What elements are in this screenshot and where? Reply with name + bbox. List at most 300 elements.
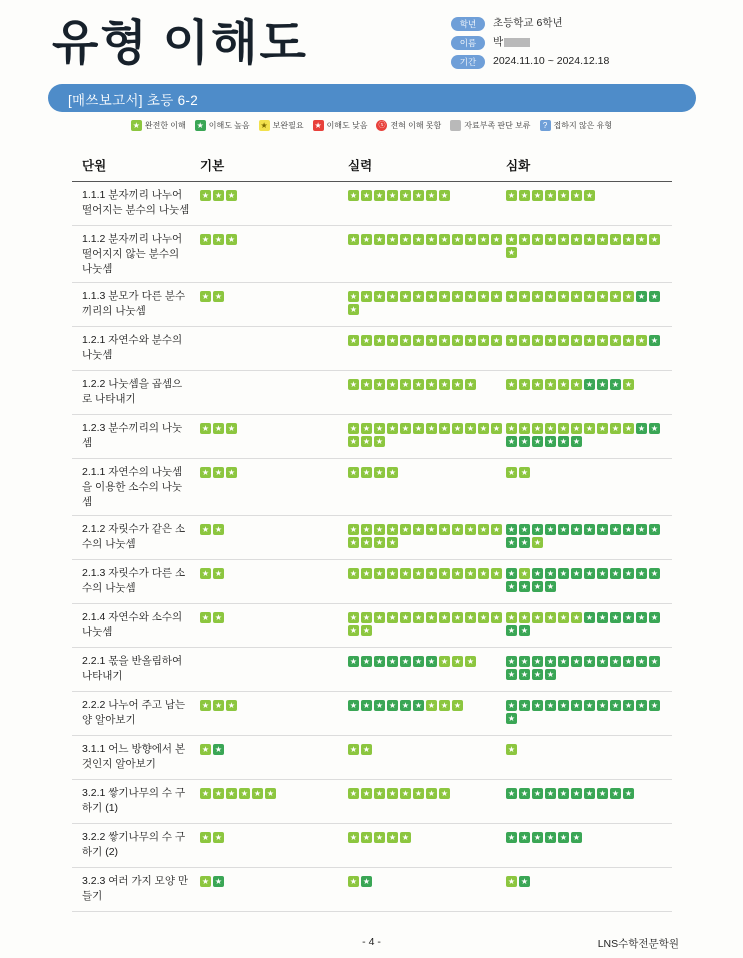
unit-label: 1.2.2 나눗셈을 곱셈으로 나타내기 [82, 378, 183, 405]
mark-perfect-icon: ★ [388, 833, 397, 842]
mark-perfect-icon: ★ [453, 657, 462, 666]
mark-perfect-icon: ★ [227, 789, 236, 798]
mark-ok-icon: ★ [585, 701, 594, 710]
report-header [0, 0, 743, 86]
mark-perfect-icon: ★ [362, 613, 371, 622]
mark-perfect-icon: ★ [440, 701, 449, 710]
mark-ok-icon: ★ [414, 657, 423, 666]
mark-ok-icon: ★ [214, 877, 223, 886]
mark-perfect-icon: ★ [201, 235, 210, 244]
mark-perfect-icon: ★ [201, 424, 210, 433]
unit-label: 2.1.2 자릿수가 같은 소수의 나눗셈 [82, 523, 186, 550]
meta-key-grade: 학년 [451, 17, 485, 31]
mark-ok-icon: ★ [362, 701, 371, 710]
mark-perfect-icon: ★ [427, 235, 436, 244]
marks-cell-skill [344, 522, 502, 554]
mark-ok-icon: ★ [611, 380, 620, 389]
mark-perfect-icon: ★ [401, 789, 410, 798]
mark-perfect-icon: ★ [214, 468, 223, 477]
mark-ok-icon: ★ [585, 789, 594, 798]
mark-perfect-icon: ★ [507, 745, 516, 754]
mark-perfect-icon: ★ [479, 292, 488, 301]
mark-perfect-icon: ★ [507, 613, 516, 622]
mark-perfect-icon: ★ [414, 292, 423, 301]
mark-perfect-icon: ★ [440, 657, 449, 666]
mark-perfect-icon: ★ [375, 468, 384, 477]
mark-ok-icon: ★ [598, 613, 607, 622]
mark-perfect-icon: ★ [401, 569, 410, 578]
mark-perfect-icon: ★ [362, 191, 371, 200]
mark-perfect-icon: ★ [427, 336, 436, 345]
mark-perfect-icon: ★ [349, 336, 358, 345]
mark-ok-icon: ★ [362, 657, 371, 666]
mark-ok-icon: ★ [650, 701, 659, 710]
brand-name: LNS수학전문학원 [597, 938, 679, 950]
mark-perfect-icon: ★ [362, 833, 371, 842]
mark-perfect-icon: ★ [349, 468, 358, 477]
unit-label: 1.2.1 자연수와 분수의 나눗셈 [82, 334, 183, 361]
mark-perfect-icon: ★ [572, 235, 581, 244]
mark-perfect-icon: ★ [427, 380, 436, 389]
mark-perfect-icon: ★ [507, 292, 516, 301]
marks-cell-basic [196, 377, 344, 409]
mark-perfect-icon: ★ [572, 336, 581, 345]
mark-ok-icon: ★ [637, 525, 646, 534]
mark-ok-icon: ★ [427, 657, 436, 666]
mark-perfect-icon: ★ [598, 424, 607, 433]
mark-perfect-icon: ★ [533, 380, 542, 389]
mark-perfect-icon: ★ [559, 336, 568, 345]
mark-perfect-icon: ★ [375, 380, 384, 389]
unit-label: 3.2.2 쌓기나무의 수 구하기 (2) [82, 831, 186, 858]
mark-perfect-icon: ★ [427, 701, 436, 710]
mark-perfect-icon: ★ [201, 613, 210, 622]
mark-ok-icon: ★ [585, 380, 594, 389]
mark-perfect-icon: ★ [362, 525, 371, 534]
mark-ok-icon: ★ [611, 657, 620, 666]
marks-cell-skill [344, 188, 502, 220]
marks-cell-deep [502, 232, 672, 277]
mark-perfect-icon: ★ [349, 437, 358, 446]
mark-perfect-icon: ★ [624, 424, 633, 433]
mark-ok-icon: ★ [546, 833, 555, 842]
mark-ok-icon: ★ [637, 657, 646, 666]
unit-label: 2.1.4 자연수와 소수의 나눗셈 [82, 611, 183, 638]
mark-perfect-icon: ★ [349, 745, 358, 754]
mark-perfect-icon: ★ [546, 191, 555, 200]
mark-perfect-icon: ★ [388, 292, 397, 301]
mark-ok-icon: ★ [624, 701, 633, 710]
table-row [72, 648, 672, 692]
mark-perfect-icon: ★ [375, 789, 384, 798]
mark-perfect-icon: ★ [533, 538, 542, 547]
mark-perfect-icon: ★ [227, 468, 236, 477]
mark-perfect-icon: ★ [401, 380, 410, 389]
mark-perfect-icon: ★ [466, 292, 475, 301]
mark-perfect-icon: ★ [201, 701, 210, 710]
mark-ok-icon: ★ [598, 701, 607, 710]
mark-perfect-icon: ★ [427, 613, 436, 622]
marks-cell-basic [196, 232, 344, 277]
mark-perfect-icon: ★ [507, 424, 516, 433]
mark-perfect-icon: ★ [388, 613, 397, 622]
marks-cell-skill [344, 610, 502, 642]
mark-perfect-icon: ★ [585, 292, 594, 301]
mark-perfect-icon: ★ [349, 877, 358, 886]
mark-perfect-icon: ★ [533, 292, 542, 301]
unit-label: 1.1.3 분모가 다른 분수끼리의 나눗셈 [82, 290, 186, 317]
mark-perfect-icon: ★ [388, 424, 397, 433]
mark-ok-icon: ★ [533, 833, 542, 842]
marks-cell-deep [502, 333, 672, 365]
mark-perfect-icon: ★ [375, 336, 384, 345]
mark-perfect-icon: ★ [401, 191, 410, 200]
mark-ok-icon: ★ [637, 569, 646, 578]
marks-cell-skill [344, 421, 502, 453]
mark-ok-icon: ★ [349, 657, 358, 666]
mark-ok-icon: ★ [598, 657, 607, 666]
mark-ok-icon: ★ [585, 657, 594, 666]
mark-perfect-icon: ★ [414, 336, 423, 345]
mark-perfect-icon: ★ [414, 789, 423, 798]
mark-perfect-icon: ★ [453, 525, 462, 534]
column-header-unit: 단원 [82, 158, 107, 173]
mark-perfect-icon: ★ [546, 292, 555, 301]
meta-row-grade [451, 14, 681, 33]
mark-ok-icon: ★ [214, 745, 223, 754]
mark-ok-icon: ★ [585, 569, 594, 578]
mark-perfect-icon: ★ [453, 292, 462, 301]
mark-ok-icon: ★ [650, 336, 659, 345]
mark-ok-icon: ★ [546, 657, 555, 666]
mark-ok-icon: ★ [650, 292, 659, 301]
mark-ok-icon: ★ [533, 582, 542, 591]
mark-perfect-icon: ★ [559, 235, 568, 244]
mark-perfect-icon: ★ [362, 437, 371, 446]
mark-ok-icon: ★ [401, 657, 410, 666]
mark-ok-icon: ★ [507, 569, 516, 578]
mark-ok-icon: ★ [572, 833, 581, 842]
mark-ok-icon: ★ [650, 657, 659, 666]
marks-cell-skill [344, 874, 502, 906]
mark-perfect-icon: ★ [388, 380, 397, 389]
mark-perfect-icon: ★ [453, 613, 462, 622]
mark-perfect-icon: ★ [349, 569, 358, 578]
mark-perfect-icon: ★ [349, 525, 358, 534]
marks-cell-deep [502, 698, 672, 730]
mark-perfect-icon: ★ [362, 789, 371, 798]
mark-ok-icon: ★ [546, 525, 555, 534]
mark-perfect-icon: ★ [375, 525, 384, 534]
mark-perfect-icon: ★ [520, 191, 529, 200]
mark-perfect-icon: ★ [520, 569, 529, 578]
marks-cell-skill [344, 289, 502, 321]
legend-label: 보완필요 [272, 121, 304, 130]
mark-perfect-icon: ★ [559, 292, 568, 301]
mark-ok-icon: ★ [572, 657, 581, 666]
mark-ok-icon: ★ [533, 701, 542, 710]
mark-perfect-icon: ★ [520, 424, 529, 433]
mark-perfect-icon: ★ [492, 336, 501, 345]
mark-perfect-icon: ★ [201, 789, 210, 798]
mark-ok-icon: ★ [507, 538, 516, 547]
mark-perfect-icon: ★ [492, 613, 501, 622]
marks-cell-basic [196, 566, 344, 598]
mark-ok-icon: ★ [533, 437, 542, 446]
mark-perfect-icon: ★ [214, 613, 223, 622]
mark-perfect-icon: ★ [466, 235, 475, 244]
mark-perfect-icon: ★ [624, 336, 633, 345]
marks-cell-deep [502, 188, 672, 220]
mark-perfect-icon: ★ [559, 613, 568, 622]
mark-perfect-icon: ★ [492, 424, 501, 433]
unit-label: 3.1.1 어느 방향에서 본 것인지 알아보기 [82, 743, 186, 770]
mark-perfect-icon: ★ [440, 613, 449, 622]
mark-perfect-icon: ★ [362, 235, 371, 244]
mark-perfect-icon: ★ [546, 235, 555, 244]
mark-ok-icon: ★ [520, 670, 529, 679]
mark-perfect-icon: ★ [349, 626, 358, 635]
mark-perfect-icon: ★ [414, 569, 423, 578]
column-header-skill: 실력 [348, 158, 373, 173]
mark-perfect-icon: ★ [349, 613, 358, 622]
marks-cell-skill [344, 465, 502, 510]
mark-perfect-icon: ★ [349, 292, 358, 301]
mark-perfect-icon: ★ [520, 613, 529, 622]
mark-perfect-icon: ★ [388, 235, 397, 244]
mark-ok-icon: ★ [533, 657, 542, 666]
mark-perfect-icon: ★ [520, 292, 529, 301]
mark-ok-icon: ★ [388, 701, 397, 710]
marks-cell-basic [196, 654, 344, 686]
mark-ok-icon: ★ [533, 569, 542, 578]
table-row [72, 459, 672, 516]
marks-cell-skill [344, 830, 502, 862]
mark-perfect-icon: ★ [401, 525, 410, 534]
mark-perfect-icon: ★ [388, 468, 397, 477]
legend-swatch-ok-icon: ★ [196, 121, 204, 130]
mark-ok-icon: ★ [362, 877, 371, 886]
mark-perfect-icon: ★ [253, 789, 262, 798]
mark-perfect-icon: ★ [349, 538, 358, 547]
marks-cell-skill [344, 654, 502, 686]
mark-perfect-icon: ★ [349, 305, 358, 314]
column-header-deep: 심화 [506, 158, 531, 173]
unit-label: 2.1.1 자연수의 나눗셈을 이용한 소수의 나눗셈 [82, 466, 183, 508]
mark-ok-icon: ★ [349, 701, 358, 710]
marks-cell-skill [344, 698, 502, 730]
mark-perfect-icon: ★ [507, 336, 516, 345]
mark-perfect-icon: ★ [624, 235, 633, 244]
mark-ok-icon: ★ [598, 789, 607, 798]
table-row [72, 226, 672, 283]
meta-value-name: 박 [493, 33, 530, 52]
mark-perfect-icon: ★ [414, 424, 423, 433]
mark-ok-icon: ★ [637, 292, 646, 301]
mark-perfect-icon: ★ [650, 235, 659, 244]
banner-label: [매쓰보고서] 초등 6-2 [68, 93, 199, 108]
mark-perfect-icon: ★ [611, 424, 620, 433]
table-row [72, 516, 672, 560]
legend-swatch-unsolved-icon: ? [540, 120, 551, 131]
mark-perfect-icon: ★ [414, 191, 423, 200]
meta-value-grade: 초등학교 6학년 [493, 17, 563, 29]
unit-label: 3.2.3 여러 가지 모양 만들기 [82, 875, 189, 902]
mark-perfect-icon: ★ [375, 569, 384, 578]
mark-perfect-icon: ★ [401, 613, 410, 622]
mark-perfect-icon: ★ [611, 292, 620, 301]
mark-perfect-icon: ★ [414, 380, 423, 389]
mark-perfect-icon: ★ [388, 336, 397, 345]
table-row [72, 415, 672, 459]
mark-perfect-icon: ★ [214, 569, 223, 578]
page-number: - 4 - [362, 936, 381, 948]
marks-cell-deep [502, 377, 672, 409]
mark-ok-icon: ★ [546, 437, 555, 446]
table-row [72, 604, 672, 648]
mark-ok-icon: ★ [546, 670, 555, 679]
mark-perfect-icon: ★ [362, 745, 371, 754]
legend-swatch-wrong-icon: ⓧ [378, 122, 386, 129]
marks-cell-deep [502, 654, 672, 686]
mark-perfect-icon: ★ [388, 789, 397, 798]
mark-ok-icon: ★ [624, 613, 633, 622]
mark-ok-icon: ★ [650, 569, 659, 578]
mark-ok-icon: ★ [507, 833, 516, 842]
mark-perfect-icon: ★ [227, 235, 236, 244]
mark-perfect-icon: ★ [507, 248, 516, 257]
mark-ok-icon: ★ [507, 789, 516, 798]
mark-perfect-icon: ★ [453, 336, 462, 345]
mark-ok-icon: ★ [520, 657, 529, 666]
marks-cell-deep [502, 289, 672, 321]
mark-perfect-icon: ★ [637, 336, 646, 345]
mark-ok-icon: ★ [650, 613, 659, 622]
unit-label: 2.2.2 나누어 주고 남는 양 알아보기 [82, 699, 186, 726]
mark-ok-icon: ★ [559, 569, 568, 578]
marks-cell-basic [196, 698, 344, 730]
mark-perfect-icon: ★ [349, 424, 358, 433]
mark-ok-icon: ★ [546, 569, 555, 578]
mark-ok-icon: ★ [533, 525, 542, 534]
mark-ok-icon: ★ [520, 437, 529, 446]
mark-perfect-icon: ★ [427, 191, 436, 200]
mark-perfect-icon: ★ [440, 525, 449, 534]
mark-perfect-icon: ★ [520, 380, 529, 389]
mark-perfect-icon: ★ [214, 235, 223, 244]
mark-perfect-icon: ★ [453, 569, 462, 578]
mark-perfect-icon: ★ [414, 613, 423, 622]
mark-perfect-icon: ★ [362, 424, 371, 433]
marks-cell-deep [502, 421, 672, 453]
mark-ok-icon: ★ [624, 789, 633, 798]
mark-perfect-icon: ★ [479, 336, 488, 345]
mark-ok-icon: ★ [624, 569, 633, 578]
mark-ok-icon: ★ [507, 701, 516, 710]
mark-ok-icon: ★ [637, 424, 646, 433]
mark-ok-icon: ★ [507, 714, 516, 723]
mark-perfect-icon: ★ [546, 336, 555, 345]
legend-swatch-supp-icon: ★ [260, 121, 268, 130]
mark-perfect-icon: ★ [201, 745, 210, 754]
mark-ok-icon: ★ [546, 582, 555, 591]
mark-perfect-icon: ★ [585, 424, 594, 433]
mark-perfect-icon: ★ [201, 525, 210, 534]
mark-ok-icon: ★ [572, 569, 581, 578]
mark-perfect-icon: ★ [227, 424, 236, 433]
mark-ok-icon: ★ [414, 701, 423, 710]
mark-perfect-icon: ★ [375, 437, 384, 446]
mark-ok-icon: ★ [520, 877, 529, 886]
mark-perfect-icon: ★ [375, 235, 384, 244]
mark-ok-icon: ★ [559, 789, 568, 798]
legend-label: 이해도 높음 [208, 121, 250, 130]
mark-perfect-icon: ★ [388, 538, 397, 547]
mark-perfect-icon: ★ [201, 191, 210, 200]
table-header-row [72, 148, 672, 182]
unit-label: 2.2.1 몫을 반올림하여 나타내기 [82, 655, 183, 682]
mark-perfect-icon: ★ [240, 789, 249, 798]
legend-label: 완전한 이해 [144, 121, 186, 130]
mark-perfect-icon: ★ [507, 191, 516, 200]
mark-ok-icon: ★ [507, 670, 516, 679]
mark-ok-icon: ★ [598, 569, 607, 578]
mark-perfect-icon: ★ [572, 424, 581, 433]
mark-perfect-icon: ★ [585, 191, 594, 200]
mark-perfect-icon: ★ [349, 789, 358, 798]
student-meta [451, 14, 681, 71]
mark-ok-icon: ★ [572, 789, 581, 798]
mark-ok-icon: ★ [546, 789, 555, 798]
marks-cell-skill [344, 333, 502, 365]
mark-perfect-icon: ★ [611, 336, 620, 345]
mark-ok-icon: ★ [520, 701, 529, 710]
legend-swatch-bad-icon: ★ [314, 121, 322, 130]
mark-ok-icon: ★ [559, 657, 568, 666]
table-row [72, 182, 672, 226]
mark-perfect-icon: ★ [559, 191, 568, 200]
legend-label: 이해도 낮음 [326, 121, 368, 130]
mark-ok-icon: ★ [572, 525, 581, 534]
unit-label: 3.2.1 쌓기나무의 수 구하기 (1) [82, 787, 186, 814]
mark-perfect-icon: ★ [201, 877, 210, 886]
unit-label: 1.1.2 분자끼리 나누어떨어지지 않는 분수의 나눗셈 [82, 233, 183, 275]
mark-ok-icon: ★ [637, 701, 646, 710]
mark-perfect-icon: ★ [533, 191, 542, 200]
mark-ok-icon: ★ [559, 525, 568, 534]
mark-perfect-icon: ★ [624, 292, 633, 301]
mark-perfect-icon: ★ [440, 235, 449, 244]
page-title: 유형 이해도 [52, 17, 308, 70]
marks-cell-skill [344, 742, 502, 774]
mark-ok-icon: ★ [585, 525, 594, 534]
mark-perfect-icon: ★ [362, 569, 371, 578]
unit-label: 2.1.3 자릿수가 다른 소수의 나눗셈 [82, 567, 186, 594]
mark-perfect-icon: ★ [201, 569, 210, 578]
mark-perfect-icon: ★ [559, 424, 568, 433]
mark-perfect-icon: ★ [572, 380, 581, 389]
mark-perfect-icon: ★ [401, 424, 410, 433]
legend-item [131, 120, 186, 131]
mark-perfect-icon: ★ [466, 525, 475, 534]
mark-ok-icon: ★ [507, 437, 516, 446]
mark-ok-icon: ★ [572, 437, 581, 446]
marks-cell-deep [502, 786, 672, 818]
marks-cell-basic [196, 610, 344, 642]
mark-perfect-icon: ★ [214, 292, 223, 301]
legend-swatch-hold-icon [450, 120, 461, 131]
mark-perfect-icon: ★ [479, 525, 488, 534]
